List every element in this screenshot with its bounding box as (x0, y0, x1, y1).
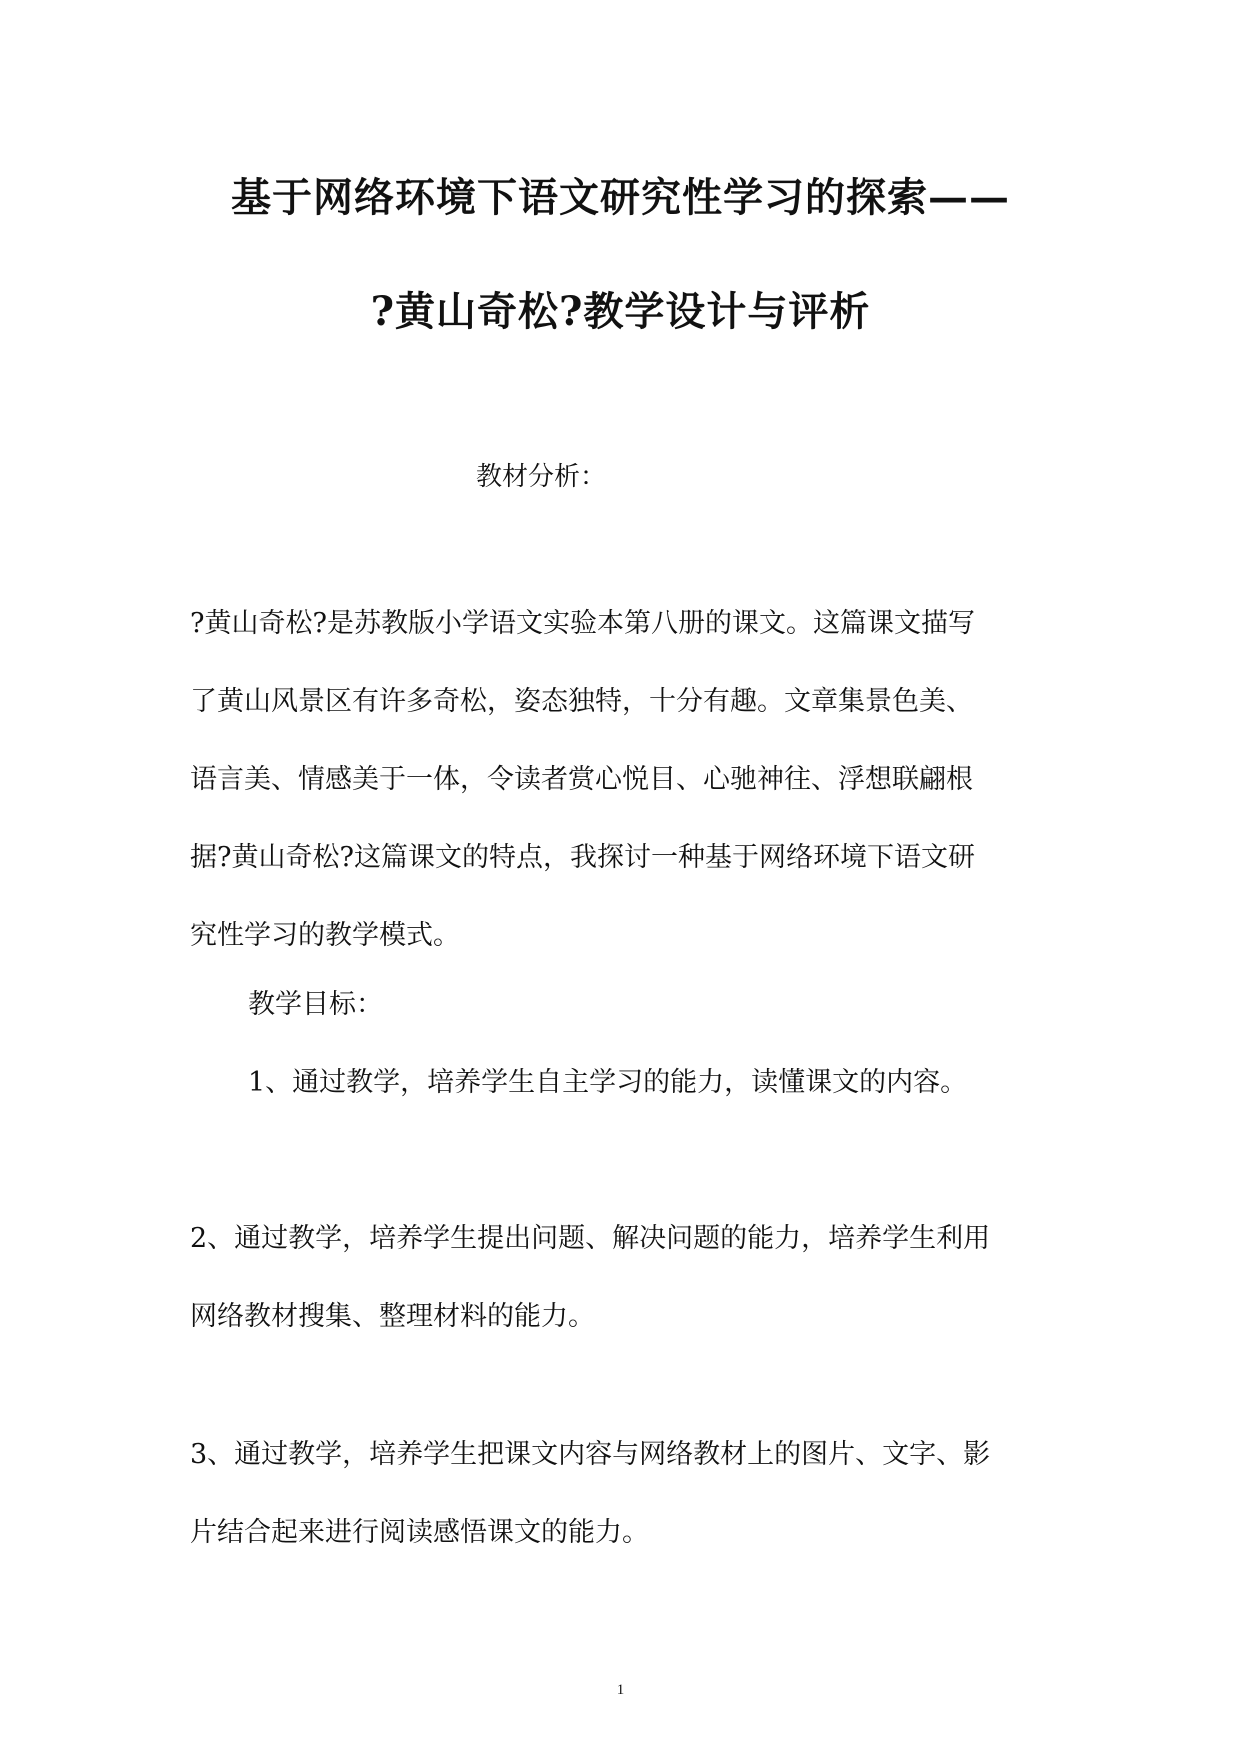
goal-3-line: 3、通过教学，培养学生把课文内容与网络教材上的图片、文字、影 (190, 1439, 991, 1470)
intro-line: 据?黄山奇松?这篇课文的特点，我探讨一种基于网络环境下语文研 (190, 842, 975, 873)
goal-3-line: 片结合起来进行阅读感悟课文的能力。 (190, 1517, 649, 1548)
page-number: 1 (616, 1682, 625, 1698)
intro-line: 了黄山风景区有许多奇松，姿态独特，十分有趣。文章集景色美、 (190, 686, 973, 717)
intro-line: 究性学习的教学模式。 (190, 920, 460, 951)
title-line-1: 基于网络环境下语文研究性学习的探索—— (231, 174, 1010, 221)
goal-2-line: 2、通过教学，培养学生提出问题、解决问题的能力，培养学生利用 (190, 1223, 991, 1254)
intro-paragraph (190, 585, 1070, 975)
intro-line: 语言美、情感美于一体，令读者赏心悦目、心驰神往、浮想联翩根 (190, 764, 973, 795)
goal-1: 1、通过教学，培养学生自主学习的能力，读懂课文的内容。 (248, 1067, 968, 1098)
title-line-2: ?黄山奇松?教学设计与评析 (370, 288, 871, 335)
goal-3 (190, 1416, 1070, 1572)
goals-heading: 教学目标： (248, 989, 383, 1020)
intro-line: ?黄山奇松?是苏教版小学语文实验本第八册的课文。这篇课文描写 (190, 608, 975, 639)
section-heading: 教材分析： (476, 462, 607, 492)
goal-2 (190, 1200, 1070, 1356)
goal-2-line: 网络教材搜集、整理材料的能力。 (190, 1301, 595, 1332)
